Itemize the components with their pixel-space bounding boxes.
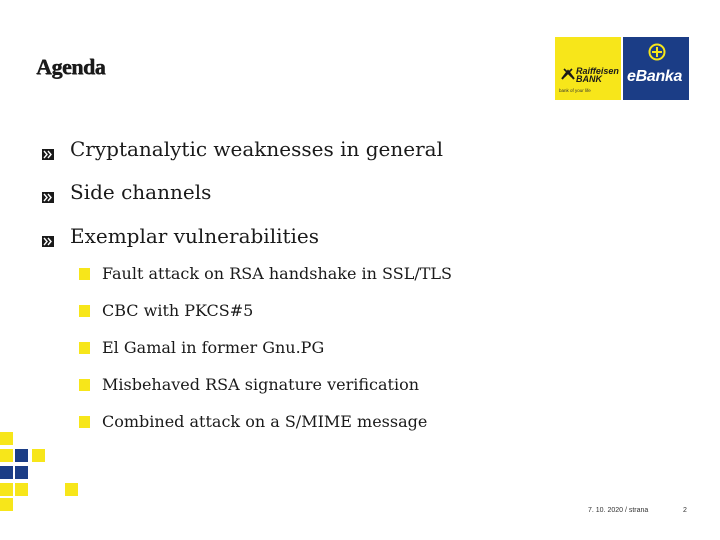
ebanka-emblem-icon (648, 43, 666, 61)
raiffeisen-logo-name: Raiffeisen BANK (576, 66, 619, 84)
square-bullet-icon (79, 416, 90, 428)
footer-date: 7. 10. 2020 / strana (588, 507, 649, 514)
ebanka-logo (623, 37, 689, 100)
chevron-right-icon (42, 192, 54, 203)
agenda-subitem-label: CBC with PKCS#5 (102, 301, 254, 320)
agenda-item-label: Exemplar vulnerabilities (70, 224, 320, 248)
square-bullet-icon (79, 342, 90, 354)
agenda-item-label: Side channels (70, 180, 212, 204)
slide-title: Agenda (36, 54, 106, 79)
page-number: 2 (683, 507, 687, 514)
agenda-subitem-label: Fault attack on RSA handshake in SSL/TLS (102, 264, 452, 283)
square-bullet-icon (79, 305, 90, 317)
agenda-subitem-label: El Gamal in former Gnu.PG (102, 338, 325, 357)
square-bullet-icon (79, 379, 90, 391)
raiffeisen-logo-tagline: bank of your life (559, 88, 591, 93)
agenda-subitem-label: Combined attack on a S/MIME message (102, 412, 428, 431)
raiffeisen-bank-logo (555, 37, 621, 100)
ebanka-logo-name: eBanka (627, 68, 683, 85)
chevron-right-icon (42, 149, 54, 160)
agenda-item-label: Cryptanalytic weaknesses in general (70, 137, 443, 161)
agenda-subitem-label: Misbehaved RSA signature verification (102, 375, 420, 394)
raiffeisen-gable-icon (561, 67, 575, 80)
chevron-right-icon (42, 236, 54, 247)
square-bullet-icon (79, 268, 90, 280)
